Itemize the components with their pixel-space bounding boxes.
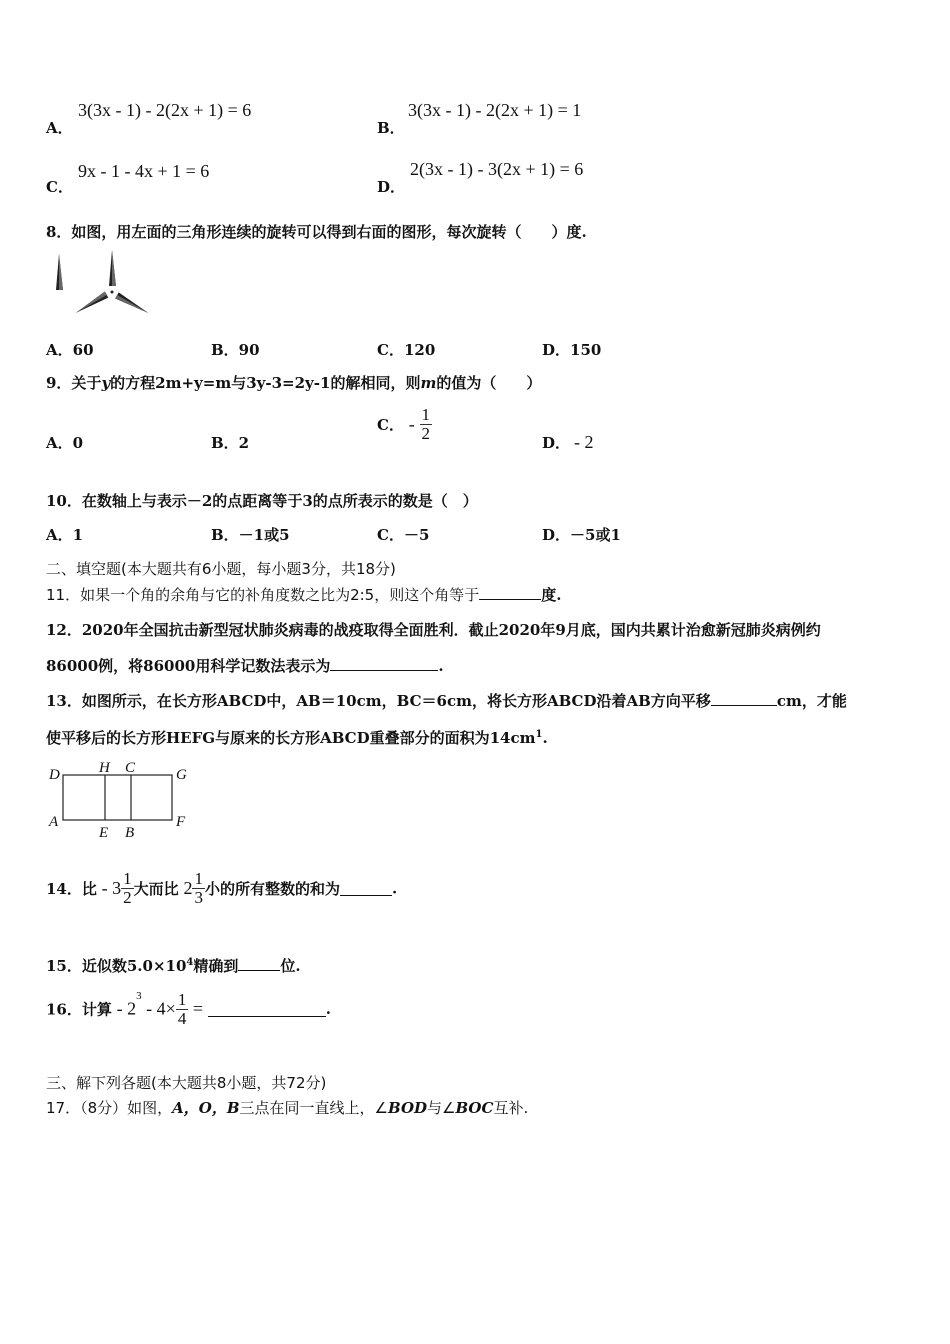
q8-option-b: B．90 bbox=[211, 341, 260, 359]
q7-option-c-label: C． bbox=[46, 178, 73, 196]
q12-line2-post: . bbox=[438, 657, 444, 675]
q16-end: . bbox=[325, 1000, 331, 1018]
q14-post: 小的所有整数的和为 bbox=[204, 879, 340, 898]
q15-sup: 4 bbox=[186, 957, 194, 968]
q7-option-a-expr: 3(3x - 1) - 2(2x + 1) = 6 bbox=[78, 100, 252, 120]
q11 bbox=[46, 584, 561, 605]
q13-line2-sup: 1 bbox=[535, 729, 543, 740]
q10-text: 10．在数轴上与表示－2的点距离等于3的点所表示的数是（ ） bbox=[46, 492, 478, 510]
q9-eq2: 3y-3=2y-1 bbox=[246, 374, 331, 392]
q13-line2 bbox=[46, 727, 548, 748]
q8-option-a: A．60 bbox=[46, 341, 94, 359]
q10-option-d: D．－5或1 bbox=[542, 526, 621, 544]
q13-line1 bbox=[46, 690, 847, 711]
q10-option-a: A．1 bbox=[46, 526, 84, 544]
q16-eq: = bbox=[188, 998, 203, 1019]
q9-var-y: y bbox=[101, 374, 111, 392]
q11-post: 度. bbox=[541, 586, 562, 604]
q14-mid: 大而比 bbox=[133, 879, 179, 898]
q9-option-a: A．0 bbox=[46, 434, 84, 452]
q9-text-pre: 9．关于 bbox=[46, 374, 102, 392]
q17-angle-bod: BOD bbox=[387, 1099, 428, 1117]
q12-line1: 12．2020年全国抗击新型冠状肺炎病毒的战疫取得全面胜利．截止2020年9月底，国内共累计治愈新冠肺炎病例约 bbox=[46, 621, 821, 639]
q14-mixed1-fraction bbox=[121, 870, 134, 907]
section-2-heading: 二、填空题(本大题共有6小题，每小题3分，共18分) bbox=[46, 560, 396, 578]
q10-option-c: C．－5 bbox=[377, 526, 430, 544]
fig-label-b: B bbox=[125, 825, 135, 841]
q14 bbox=[46, 870, 397, 907]
fig-label-d: D bbox=[49, 767, 60, 783]
q16-expr-b: - 4× bbox=[141, 998, 176, 1019]
q16-frac-num: 1 bbox=[177, 989, 187, 1009]
q9-text bbox=[46, 372, 541, 393]
q8-text: 8．如图，用左面的三角形连续的旋转可以得到右面的图形，每次旋转（ ）度. bbox=[46, 223, 587, 241]
q14-mixed1-den: 2 bbox=[123, 887, 132, 907]
q15-answer-blank[interactable] bbox=[238, 956, 280, 971]
q14-mixed2-num: 1 bbox=[194, 869, 203, 888]
q9-option-c bbox=[377, 406, 432, 443]
q12-line2 bbox=[46, 655, 444, 676]
q11-answer-blank[interactable] bbox=[479, 585, 541, 600]
q7-option-a-label: A． bbox=[46, 119, 73, 137]
q9-option-c-fraction bbox=[420, 406, 433, 443]
q9-option-c-sign: - bbox=[408, 413, 415, 434]
q8-rotation-figure bbox=[46, 248, 156, 316]
outer-rectangle-shape bbox=[63, 775, 172, 820]
q14-mixed2-fraction bbox=[192, 870, 205, 907]
q16-frac-den: 4 bbox=[177, 1008, 187, 1028]
q17-post: 互补. bbox=[493, 1099, 529, 1117]
q17-pre: 17．（8分）如图， bbox=[46, 1099, 173, 1117]
q14-mixed1-num: 1 bbox=[123, 869, 132, 888]
q13-line2-post: . bbox=[542, 729, 548, 747]
single-triangle-shape bbox=[56, 254, 63, 290]
q7-option-d-expr: 2(3x - 1) - 3(2x + 1) = 6 bbox=[410, 159, 584, 179]
q16-fraction bbox=[176, 991, 189, 1028]
q14-pre: 14．比 bbox=[46, 879, 97, 898]
fig-label-g: G bbox=[176, 767, 187, 783]
q10-option-b: B．－1或5 bbox=[211, 526, 290, 544]
q13-line1-post: cm，才能 bbox=[776, 692, 847, 710]
q17-mid: 三点在同一直线上，∠ bbox=[239, 1099, 388, 1117]
q13-line2-pre: 使平移后的长方形HEFG与原来的长方形ABCD重叠部分的面积为14cm bbox=[46, 729, 536, 747]
fig-label-f: F bbox=[176, 814, 186, 830]
fig-label-h: H bbox=[99, 760, 110, 776]
q14-mixed2-whole: 2 bbox=[183, 877, 193, 898]
q14-mixed2-den: 3 bbox=[194, 887, 203, 907]
q9-option-b: B．2 bbox=[211, 434, 250, 452]
q7-option-d-label: D． bbox=[377, 178, 406, 196]
q9-option-c-den: 2 bbox=[421, 423, 431, 443]
q14-answer-blank[interactable] bbox=[340, 881, 392, 896]
q9-option-d-value: - 2 bbox=[574, 432, 594, 452]
q16-pre: 16．计算 bbox=[46, 1000, 112, 1019]
q17-and: 与∠ bbox=[427, 1099, 456, 1117]
q13-line1-pre: 13．如图所示，在长方形ABCD中，AB＝10cm，BC＝6cm，将长方形ABCD沿着AB方向平移 bbox=[46, 692, 711, 710]
q9-text-mid1: 的方程 bbox=[110, 374, 156, 392]
q15-pre: 15．近似数5.0×10 bbox=[46, 957, 187, 975]
q9-option-c-label: C． bbox=[377, 415, 404, 434]
q16-expr-a: - 2 bbox=[116, 998, 137, 1019]
q8-option-d: D．150 bbox=[542, 341, 602, 359]
q7-option-b-expr: 3(3x - 1) - 2(2x + 1) = 1 bbox=[408, 100, 582, 120]
fig-label-e: E bbox=[99, 825, 109, 841]
q9-eq1: 2m+y=m bbox=[155, 374, 232, 392]
q13-rectangle-figure bbox=[46, 756, 196, 842]
q16-expr-sup: 3 bbox=[136, 990, 142, 1002]
q12-answer-blank[interactable] bbox=[330, 656, 438, 671]
q11-pre: 11．如果一个角的余角与它的补角度数之比为2:5，则这个角等于 bbox=[46, 586, 480, 604]
q9-text-mid2: 与 bbox=[231, 374, 247, 392]
q15-post: 位. bbox=[280, 957, 301, 975]
q13-answer-blank[interactable] bbox=[711, 691, 777, 706]
q9-option-c-num: 1 bbox=[421, 405, 431, 424]
q9-text-end: 的值为（ ） bbox=[436, 374, 542, 392]
q17-angle-boc: BOC bbox=[455, 1099, 494, 1117]
q7-option-b-label: B． bbox=[377, 119, 405, 137]
q14-mixed1-whole: - 3 bbox=[101, 877, 122, 898]
q9-option-d-label: D． bbox=[542, 434, 571, 452]
q17-points: A，O，B bbox=[172, 1099, 240, 1117]
q17 bbox=[46, 1097, 528, 1118]
q12-line2-pre: 86000例，将86000用科学记数法表示为 bbox=[46, 657, 331, 675]
section-3-heading: 三、解下列各题(本大题共8小题，共72分) bbox=[46, 1074, 327, 1092]
q7-option-c-expr: 9x - 1 - 4x + 1 = 6 bbox=[78, 161, 210, 181]
q15 bbox=[46, 955, 301, 976]
q16-answer-blank[interactable] bbox=[208, 1002, 326, 1017]
fig-label-c: C bbox=[125, 760, 136, 776]
q8-option-c: C．120 bbox=[377, 341, 436, 359]
fig-label-a: A bbox=[49, 814, 59, 830]
q15-mid: 精确到 bbox=[193, 957, 239, 975]
q16 bbox=[46, 990, 331, 1027]
q9-var-m: m bbox=[420, 374, 437, 392]
q9-text-mid3: 的解相同，则 bbox=[330, 374, 421, 392]
q14-end: . bbox=[391, 879, 398, 898]
rotated-triangles-shape bbox=[74, 250, 150, 316]
